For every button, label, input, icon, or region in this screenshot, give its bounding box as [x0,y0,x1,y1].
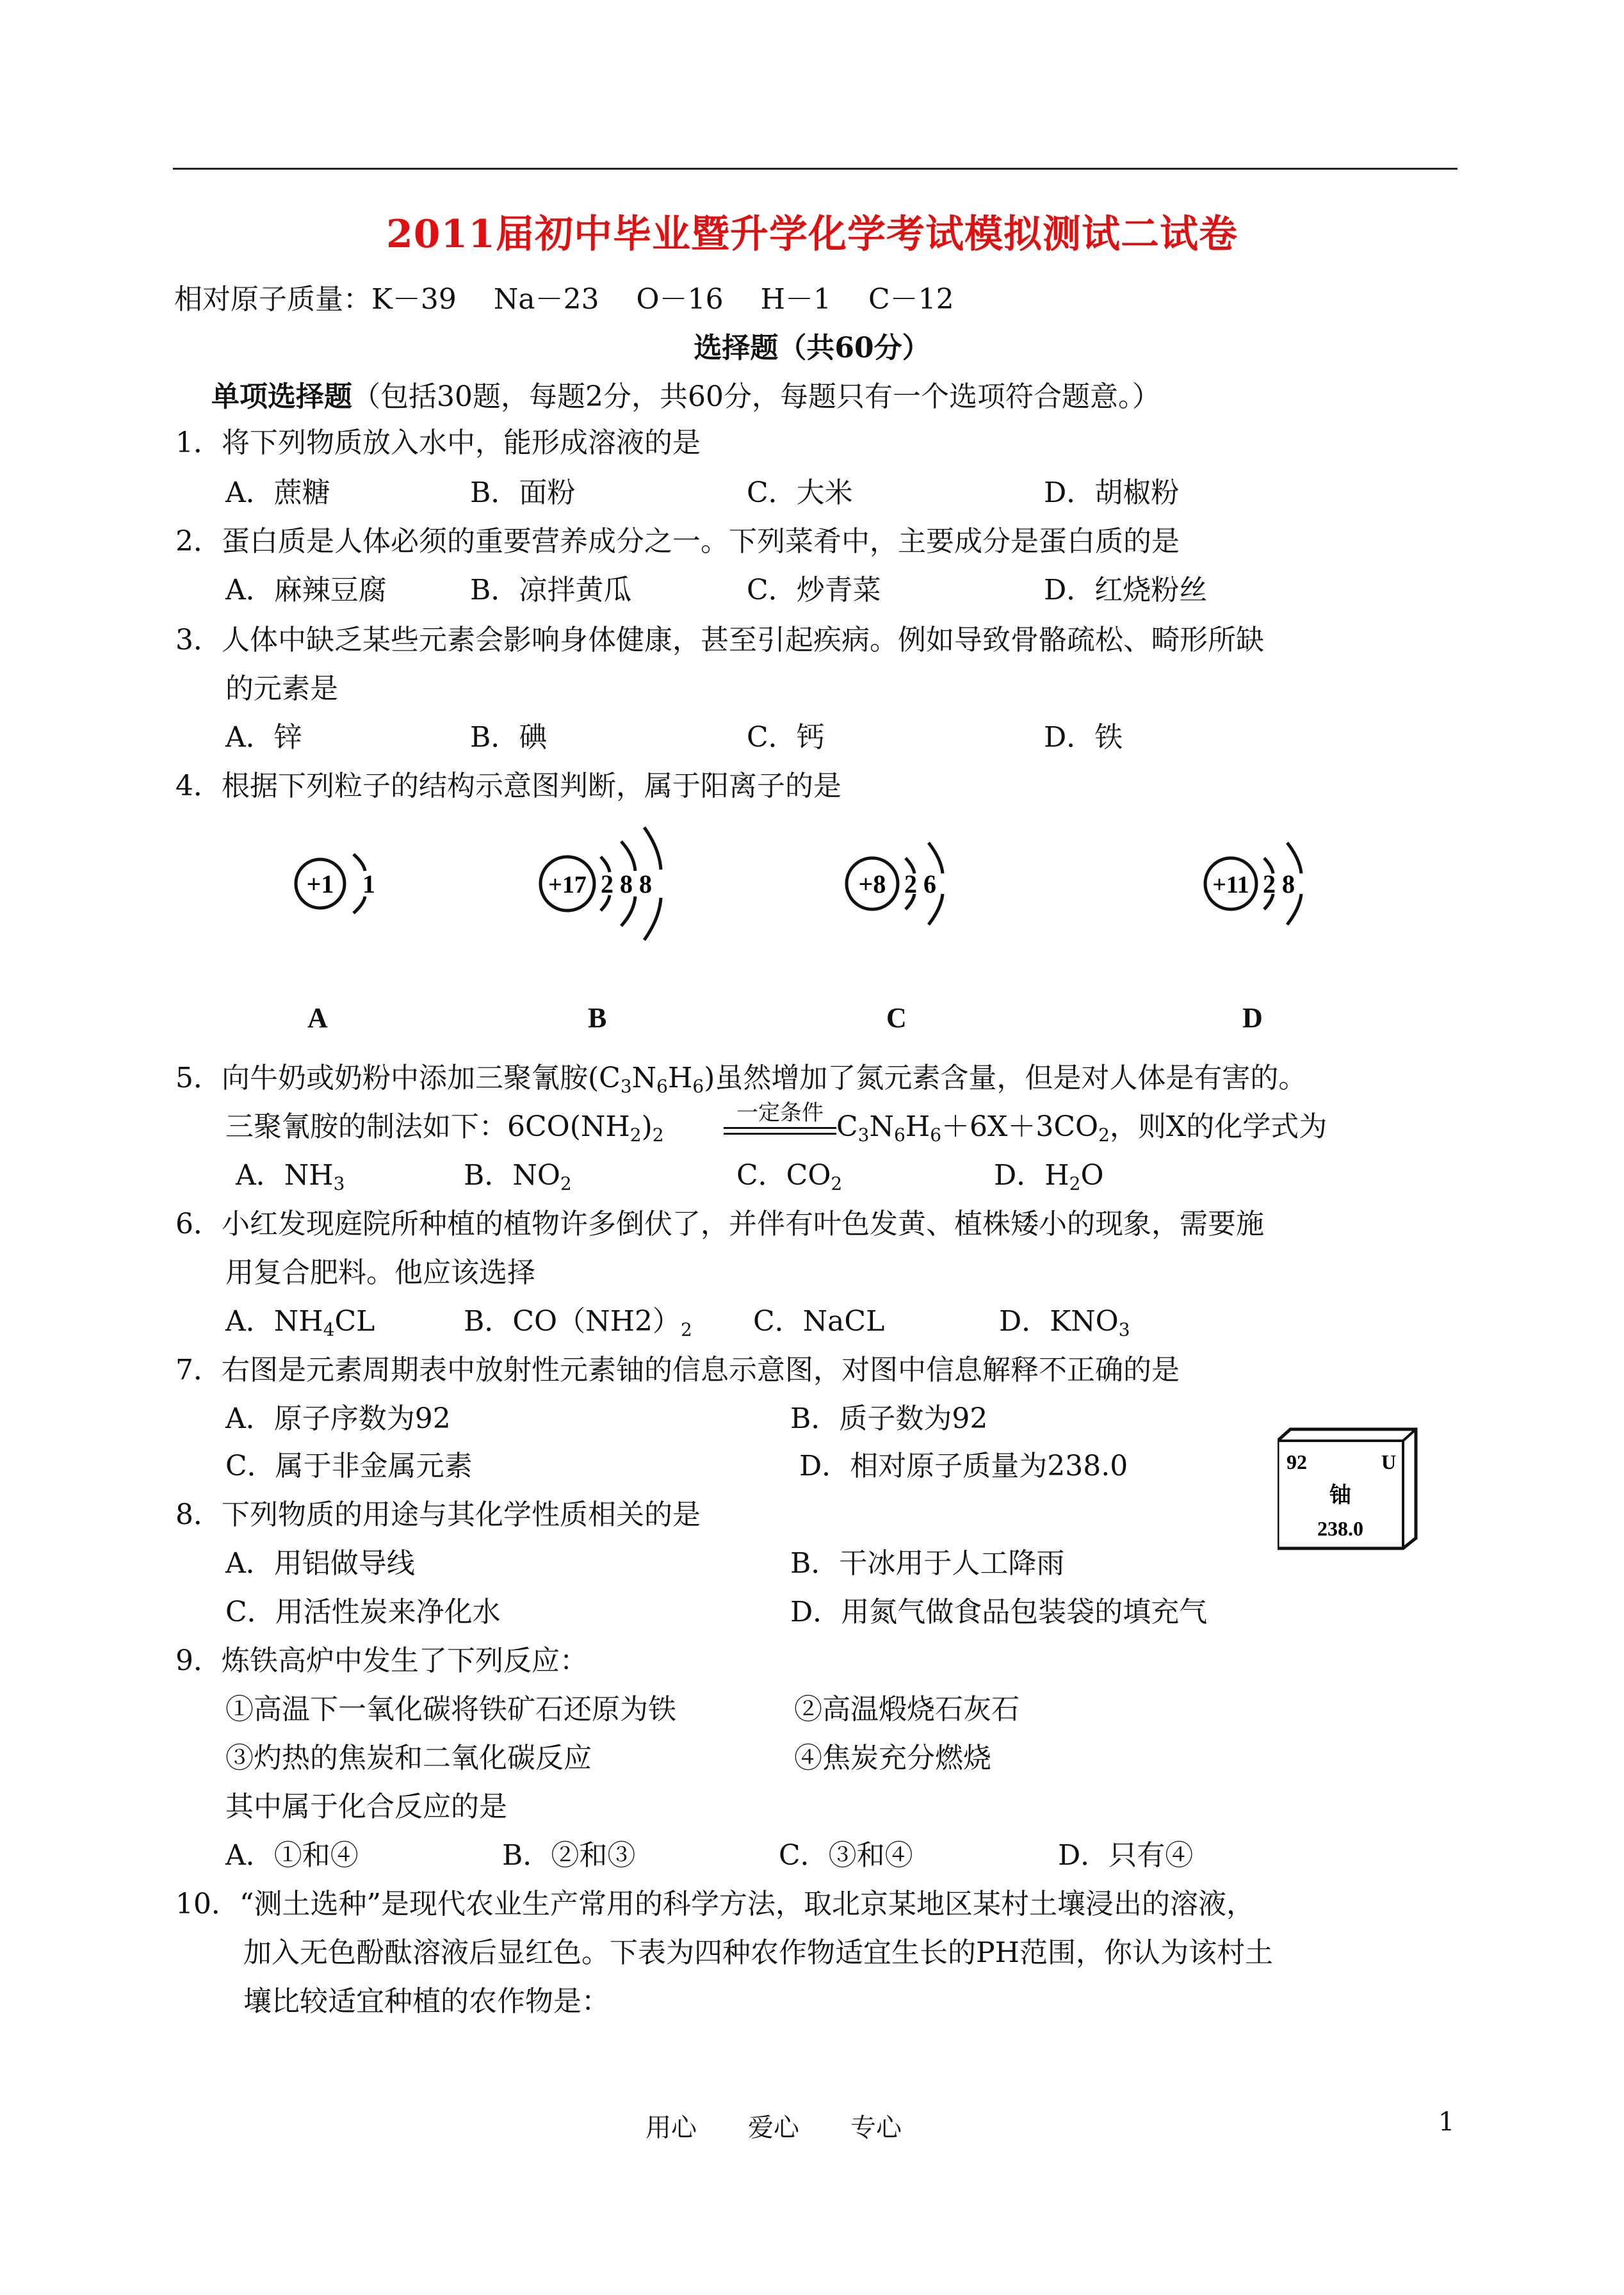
q1-option-b: B．面粉 [470,476,576,509]
instructions-text: （包括30题，每题2分，共60分，每题只有一个选项符合题意。） [352,380,1160,413]
q5-products-rest: ＋6X＋3CO [941,1110,1099,1143]
q5-option-d-text: D．H [994,1159,1069,1192]
q5-option-d [994,1158,1104,1194]
q5-sub: 2 [1069,1173,1081,1194]
q5-products [836,1109,1327,1145]
q9-stem: 9．炼铁高炉中发生了下列反应： [175,1644,588,1677]
q5-option-c [736,1158,842,1194]
q5-sub: 2 [652,1124,664,1146]
q5-sub: 3 [620,1076,632,1097]
q6-option-b-text: B．CO（NH2） [464,1305,681,1338]
page-number: 1 [1438,2107,1455,2137]
q9-option-a: A．①和④ [225,1839,359,1872]
element-number: 92 [1287,1450,1307,1473]
q10-stem-line3: 壤比较适宜种植的农作物是： [243,1985,610,2018]
q5-stem-line2 [225,1109,664,1145]
q3-option-c: C．钙 [747,721,825,754]
reaction-condition: 一定条件 [736,1100,824,1126]
q5-sub: 6 [692,1076,704,1097]
q5-paren: ) [641,1110,653,1143]
q3-stem-line1: 3．人体中缺乏某些元素会影响身体健康，甚至引起疾病。例如导致骨骼疏松、畸形所缺 [175,624,1264,656]
q9-reaction-3: ③灼热的焦炭和二氧化碳反应 [225,1742,592,1774]
q2-option-a: A．麻辣豆腐 [225,574,387,606]
atom-c-shells: 2 6 [904,870,936,898]
q6-sub: 4 [323,1319,335,1340]
q5-question: ，则X的化学式为 [1109,1110,1328,1143]
atom-a-shells: 1 [362,870,375,898]
q1-option-d: D．胡椒粉 [1044,476,1180,509]
q6-option-d [999,1304,1130,1340]
q1-option-a: A．蔗糖 [225,476,330,509]
q5-stem-post: )虽然增加了氮元素含量，但是对人体是有害的。 [704,1062,1307,1094]
atom-d-nucleus: +11 [1212,872,1249,898]
q3-option-b: B．碘 [470,721,548,754]
q8-option-d: D．用氮气做食品包装袋的填充气 [790,1596,1208,1628]
q5-option-b-text: B．NO [464,1159,560,1192]
q2-stem: 2．蛋白质是人体必须的重要营养成分之一。下列菜肴中，主要成分是蛋白质的是 [175,525,1180,558]
q7-stem: 7．右图是元素周期表中放射性元素铀的信息示意图，对图中信息解释不正确的是 [175,1354,1180,1386]
atom-c-nucleus: +8 [858,870,886,898]
atom-label-b: B [588,1002,607,1034]
q9-reaction-2: ②高温煅烧石灰石 [794,1693,1019,1726]
q7-option-c: C．属于非金属元素 [225,1450,473,1482]
q6-option-a-rest: CL [334,1305,375,1338]
q9-reaction-1: ①高温下一氧化碳将铁矿石还原为铁 [225,1693,676,1726]
q5-option-d-o: O [1080,1159,1104,1192]
q5-n: N [631,1062,657,1094]
q5-sub: 6 [656,1076,668,1097]
q8-option-a: A．用铝做导线 [225,1547,415,1580]
q5-stem-line1 [175,1060,1306,1096]
q5-sub: 2 [629,1124,642,1146]
q5-c: C [836,1110,858,1143]
q5-reactant: 三聚氰胺的制法如下：6CO(NH [225,1110,630,1143]
instructions-bold: 单项选择题 [211,380,352,413]
q7-option-d: D．相对原子质量为238.0 [799,1450,1128,1482]
uranium-element-card [1278,1427,1418,1552]
q2-option-d: D．红烧粉丝 [1044,574,1208,606]
atom-label-c: C [886,1002,907,1034]
q1-option-c: C．大米 [747,476,853,509]
atomic-mass-line: 相对原子质量：K－39 Na－23 O－16 H－1 C－12 [174,283,954,316]
q5-option-c-text: C．CO [736,1159,831,1192]
atom-diagram-a [282,826,397,941]
q9-option-d: D．只有④ [1058,1839,1194,1872]
q3-option-a: A．锌 [225,721,302,754]
q5-sub: 3 [333,1173,345,1194]
q4-stem: 4．根据下列粒子的结构示意图判断，属于阳离子的是 [175,770,841,802]
page-title: 2011届初中毕业暨升学化学考试模拟测试二试卷 [386,212,1238,257]
q5-n: N [869,1110,894,1143]
q8-stem: 8．下列物质的用途与其化学性质相关的是 [175,1498,701,1531]
atom-b-shells: 2 8 8 [601,870,652,898]
q6-option-a [225,1304,375,1340]
q3-option-d: D．铁 [1044,721,1123,754]
q7-option-b: B．质子数为92 [790,1402,988,1435]
atom-b-nucleus: +17 [548,872,587,898]
reaction-condition-arrow [724,1100,836,1135]
q5-option-a [236,1158,345,1194]
q9-option-b: B．②和③ [502,1839,636,1872]
header-rule [173,168,1458,170]
section-title: 选择题（共60分） [694,332,930,364]
q8-option-c: C．用活性炭来净化水 [225,1596,501,1628]
q6-stem-line2: 用复合肥料。他应该选择 [225,1256,535,1289]
q8-option-b: B．干冰用于人工降雨 [790,1547,1065,1580]
q5-sub: 6 [894,1124,905,1146]
q1-stem: 1．将下列物质放入水中，能形成溶液的是 [175,426,701,459]
q5-sub: 3 [857,1124,870,1146]
atom-d-shells: 2 8 [1263,870,1295,898]
q6-option-c: C．NaCL [753,1305,885,1338]
q6-option-d-text: D．KNO [999,1305,1119,1338]
q6-sub: 3 [1118,1319,1130,1340]
q6-option-b [464,1304,692,1340]
atom-label-a: A [307,1002,328,1034]
q10-stem-line2: 加入无色酚酞溶液后显红色。下表为四种农作物适宜生长的PH范围，你认为该村土 [243,1936,1273,1969]
q9-reaction-4: ④焦炭充分燃烧 [794,1742,991,1774]
q10-stem-line1: 10．“测土选种”是现代农业生产常用的科学方法，取北京某地区某村土壤浸出的溶液， [175,1888,1255,1920]
q6-stem-line1: 6．小红发现庭院所种植的植物许多倒伏了，并伴有叶色发黄、植株矮小的现象，需要施 [175,1208,1264,1240]
q2-option-b: B．凉拌黄瓜 [470,574,632,606]
q5-h: H [667,1062,693,1094]
footer-motto: 用心 爱心 专心 [646,2113,902,2143]
q5-sub: 2 [560,1173,572,1194]
q6-option-a-text: A．NH [225,1305,323,1338]
q5-sub: 2 [1098,1124,1110,1146]
q2-option-c: C．炒青菜 [747,574,881,606]
element-symbol: U [1381,1450,1397,1473]
element-name: 铀 [1329,1482,1351,1508]
q5-h: H [905,1110,930,1143]
q5-stem-pre: 5．向牛奶或奶粉中添加三聚氰胺(C [175,1062,621,1094]
element-mass: 238.0 [1317,1517,1363,1540]
atom-a-nucleus: +1 [306,870,334,898]
q9-ask: 其中属于化合反应的是 [225,1790,507,1823]
q3-stem-line2: 的元素是 [225,672,338,705]
q5-sub: 6 [930,1124,942,1146]
q5-sub: 2 [831,1173,843,1194]
q7-option-a: A．原子序数为92 [225,1402,451,1435]
atom-diagram-b [525,813,692,954]
instructions [211,379,1160,415]
q5-option-b [464,1158,572,1194]
q9-option-c: C．③和④ [779,1839,913,1872]
atom-label-d: D [1242,1002,1263,1034]
atom-diagram-d [1191,820,1332,948]
q6-sub: 2 [680,1319,692,1340]
q5-option-a-text: A．NH [236,1159,334,1192]
atom-diagram-c [832,820,973,948]
